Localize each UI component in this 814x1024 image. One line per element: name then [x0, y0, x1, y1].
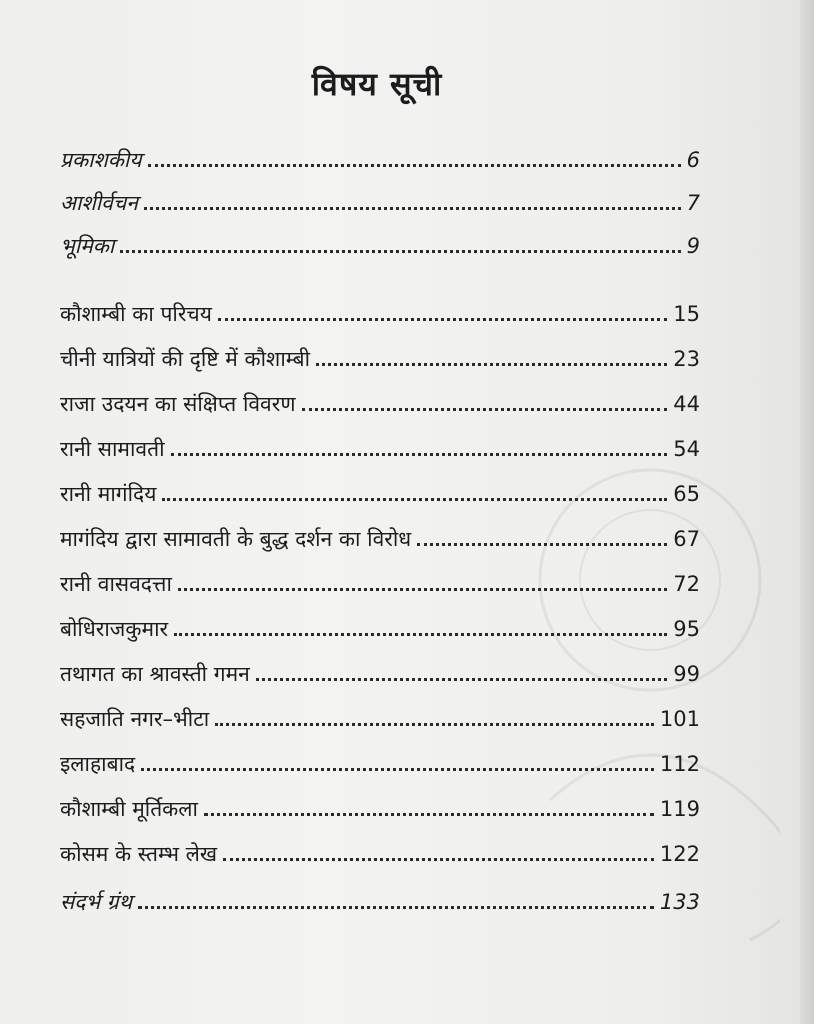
toc-entry-label: आशीर्वचन: [60, 191, 138, 215]
toc-entry-page: 9: [686, 234, 700, 258]
dot-leader: [148, 164, 681, 167]
toc-entry-label: तथागत का श्रावस्ती गमन: [60, 662, 250, 686]
toc-entry-page: 44: [673, 392, 700, 416]
toc-entry-chapter: [60, 699, 700, 733]
toc-entry-chapter: [60, 429, 700, 463]
dot-leader: [174, 633, 667, 636]
toc-entry-chapter: [60, 609, 700, 643]
dot-leader: [218, 318, 667, 321]
toc-entry-chapter: [60, 384, 700, 418]
toc-entry-page: 67: [673, 527, 700, 551]
dot-leader: [302, 408, 668, 411]
toc-entry-page: 23: [673, 347, 700, 371]
toc-entry-page: 54: [673, 437, 700, 461]
dot-leader: [178, 588, 667, 591]
toc-entry-label: इलाहाबाद: [60, 752, 136, 776]
toc-entry-label: कोसम के स्तम्भ लेख: [60, 842, 218, 866]
toc-entry-label: चीनी यात्रियों की दृष्टि में कौशाम्बी: [60, 347, 311, 371]
dot-leader: [417, 543, 667, 546]
toc-entry-chapter: [60, 564, 700, 598]
toc-entry-page: 133: [659, 890, 700, 914]
toc-entry-label: राजा उदयन का संक्षिप्त विवरण: [60, 392, 296, 416]
toc-entry-prakashakiya: [60, 140, 700, 174]
toc-entry-page: 101: [659, 707, 700, 731]
toc-entry-chapter: [60, 744, 700, 778]
toc-entry-label: रानी सामावती: [60, 437, 165, 461]
toc-entry-page: 65: [673, 482, 700, 506]
toc-entry-label: प्रकाशकीय: [60, 148, 142, 172]
toc-entry-chapter: [60, 339, 700, 373]
dot-leader: [256, 678, 667, 681]
toc-entry-sandarbh-granth: [60, 882, 700, 916]
toc-entry-page: 119: [659, 797, 700, 821]
dot-leader: [215, 723, 654, 726]
toc-entry-chapter: [60, 519, 700, 553]
page-title: विषय सूची: [311, 65, 443, 103]
toc-entry-label: संदर्भ ग्रंथ: [60, 890, 133, 914]
toc-entry-label: कौशाम्बी का परिचय: [60, 302, 212, 326]
toc-entry-chapter: [60, 789, 700, 823]
dot-leader: [120, 250, 680, 253]
toc-entry-page: 7: [686, 191, 700, 215]
dot-leader: [316, 363, 667, 366]
dot-leader: [223, 858, 654, 861]
toc-entry-label: रानी मागंदिय: [60, 482, 157, 506]
toc-entry-label: मागंदिय द्वारा सामावती के बुद्ध दर्शन का विरोध: [60, 527, 412, 551]
toc-entry-label: कौशाम्बी मूर्तिकला: [60, 797, 198, 821]
toc-entry-label: रानी वासवदत्ता: [60, 572, 172, 596]
toc-entry-page: 15: [673, 302, 700, 326]
toc-entry-page: 95: [673, 617, 700, 641]
toc-entry-page: 112: [659, 752, 700, 776]
toc-entry-chapter: [60, 474, 700, 508]
toc-entry-chapter: [60, 294, 700, 328]
dot-leader: [204, 813, 654, 816]
toc-entry-label: भूमिका: [60, 234, 115, 258]
toc-entry-label: सहजाति नगर–भीटा: [60, 707, 210, 731]
page-edge: [800, 0, 814, 1024]
toc-entry-chapter: [60, 834, 700, 868]
toc-entry-page: 72: [673, 572, 700, 596]
dot-leader: [171, 453, 668, 456]
dot-leader: [144, 207, 681, 210]
toc-entry-bhumika: [60, 226, 700, 260]
toc-entry-label: बोधिराजकुमार: [60, 617, 169, 641]
dot-leader: [141, 768, 654, 771]
dot-leader: [138, 906, 654, 909]
toc-entry-page: 99: [673, 662, 700, 686]
toc-entry-ashirvachan: [60, 183, 700, 217]
dot-leader: [162, 498, 667, 501]
toc-entry-page: 6: [686, 148, 700, 172]
toc-entry-chapter: [60, 654, 700, 688]
toc-entry-page: 122: [659, 842, 700, 866]
